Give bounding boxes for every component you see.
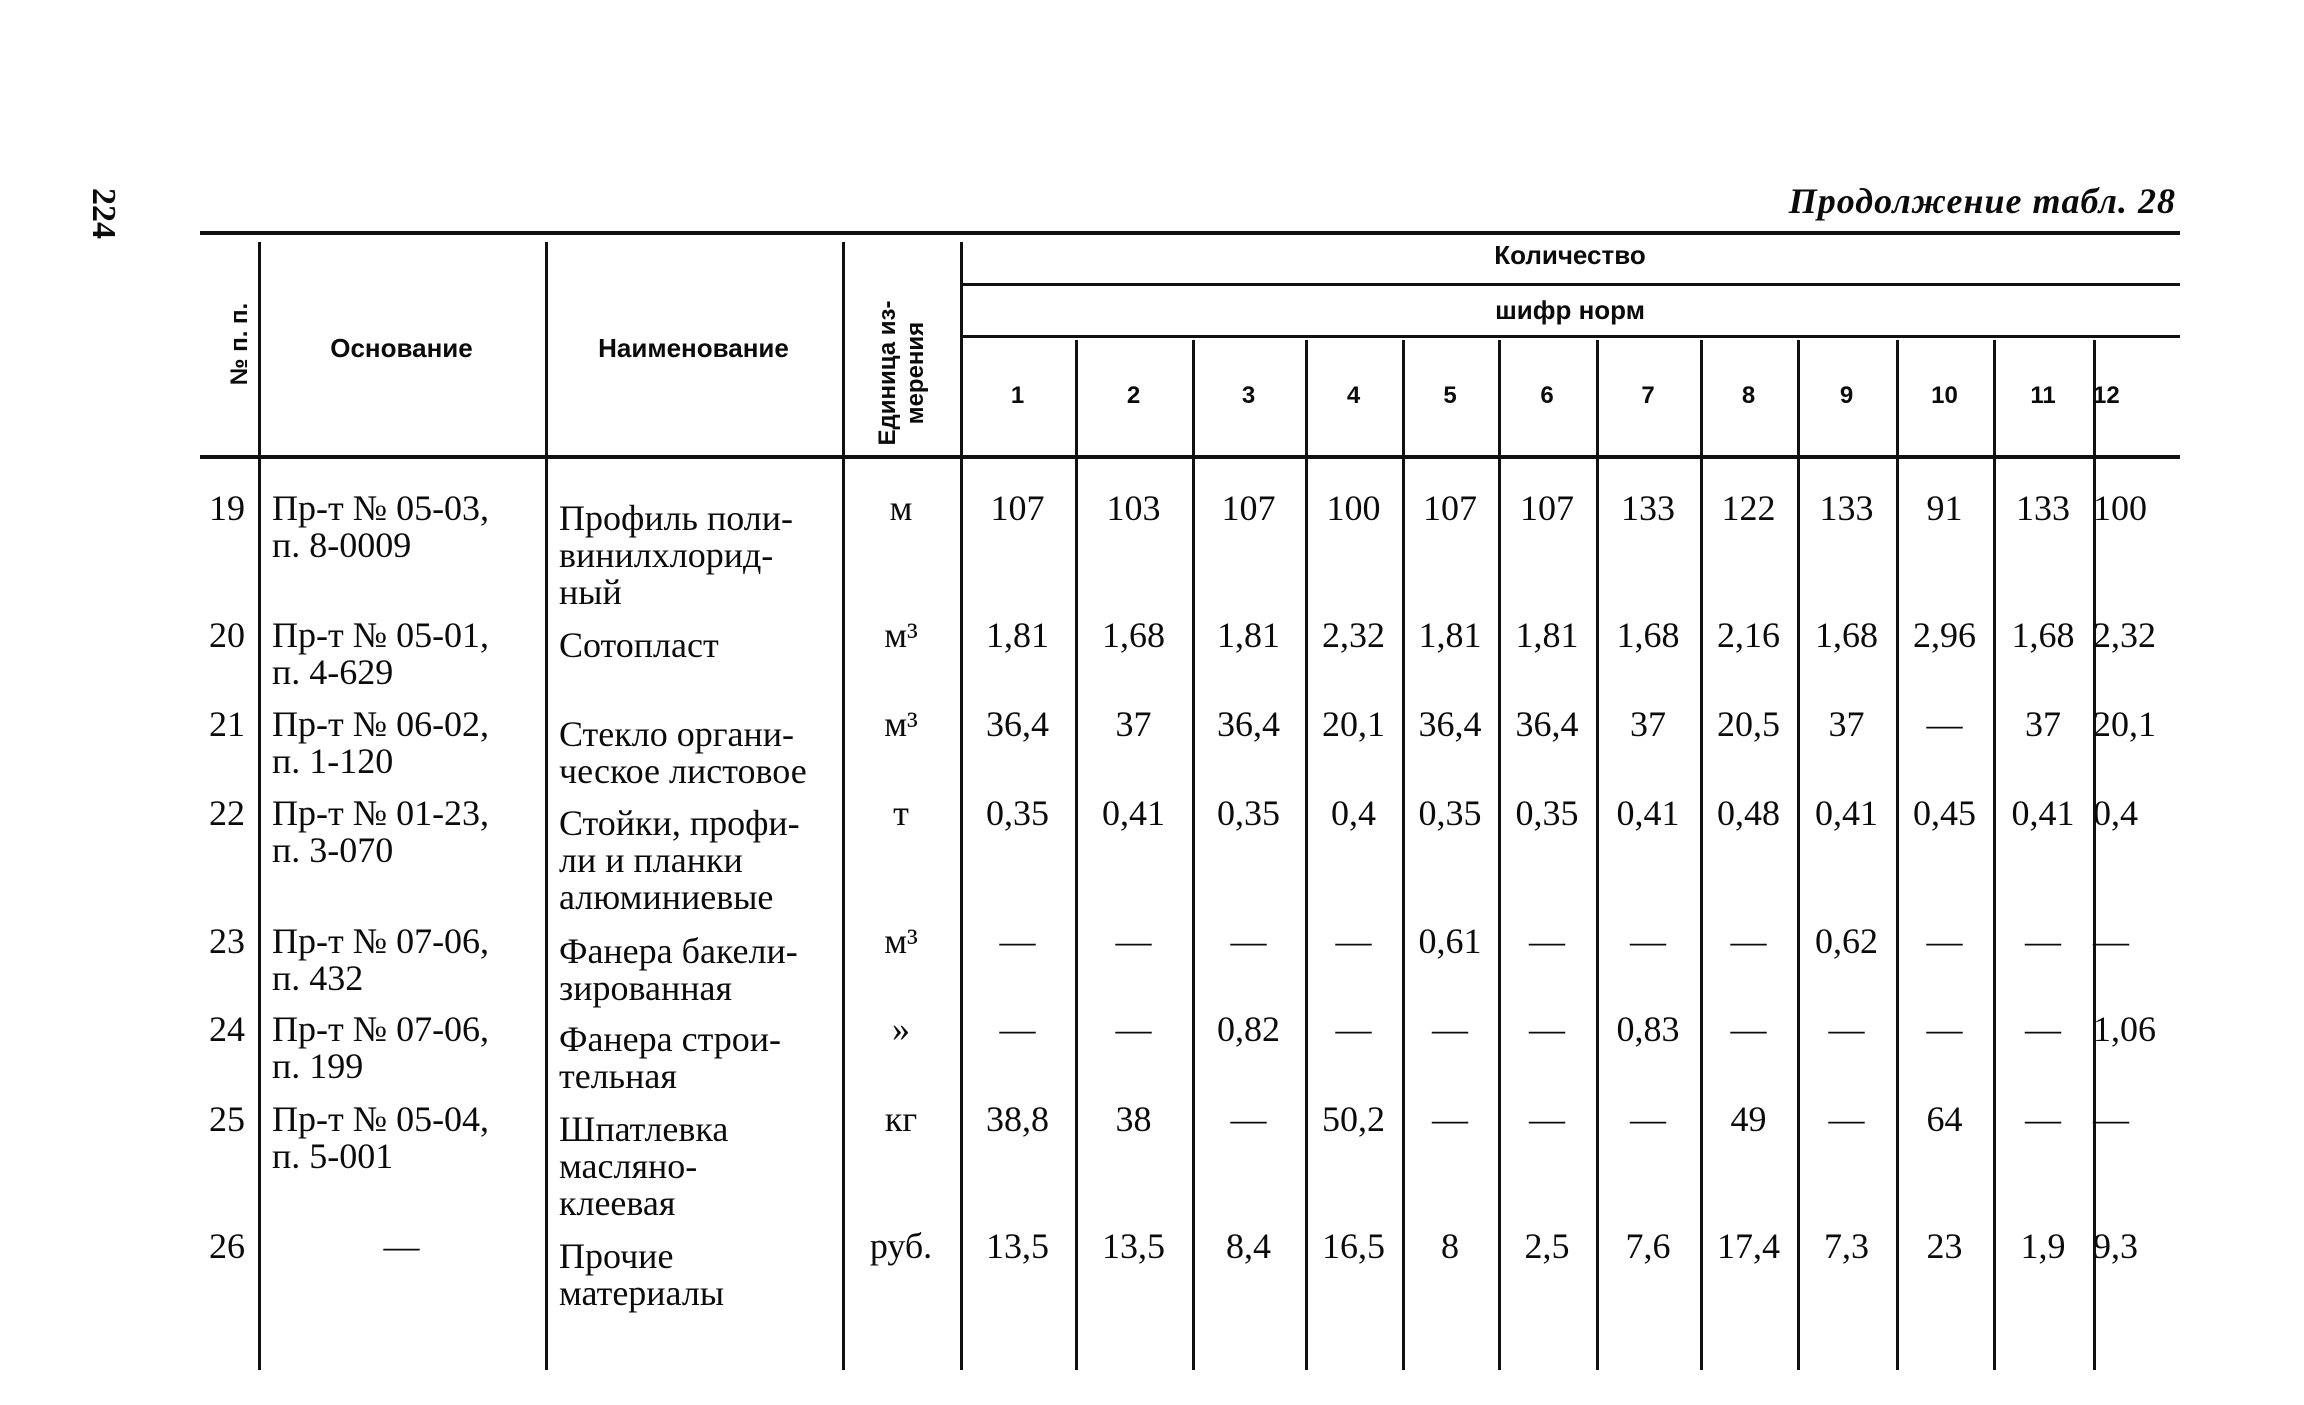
row-basis: Пр-т № 05-03, xyxy=(272,488,490,528)
header-unit: Единица из- мерения xyxy=(874,300,929,446)
row-value: 13,5 xyxy=(1102,1226,1165,1266)
row-value: 133 xyxy=(1819,488,1874,528)
row-value: 49 xyxy=(1730,1099,1767,1139)
row-value: 0,48 xyxy=(1717,793,1780,833)
row-value: 0,41 xyxy=(2011,793,2075,833)
row-name: ный xyxy=(559,572,622,612)
header-column-9: 9 xyxy=(1839,382,1854,409)
row-value: 91 xyxy=(1926,488,1963,528)
row-value: 7,3 xyxy=(1824,1226,1869,1266)
row-value: — xyxy=(1529,1099,1565,1139)
row-value: — xyxy=(2025,1099,2061,1139)
row-value: 107 xyxy=(1221,488,1276,528)
row-name: зированная xyxy=(559,968,733,1008)
row-basis: Пр-т № 05-01, xyxy=(272,615,490,655)
row-name: Профиль поли- xyxy=(559,498,793,538)
header-norm-code: шифр норм xyxy=(1495,295,1645,325)
row-value: — xyxy=(1730,1009,1767,1049)
row-name: Фанера строи- xyxy=(559,1019,782,1059)
header-column-10: 10 xyxy=(1931,382,1958,409)
page-number: 224 xyxy=(85,188,122,239)
row-value: 0,35 xyxy=(1217,793,1280,833)
row-value: 2,16 xyxy=(1717,615,1780,655)
row-value: — xyxy=(1335,921,1372,961)
row-value: 0,41 xyxy=(1815,793,1878,833)
row-name: клеевая xyxy=(559,1183,676,1223)
row-basis: п. 1-120 xyxy=(272,741,394,781)
row-unit: руб. xyxy=(869,1226,933,1266)
row-name: Стойки, профи- xyxy=(559,803,800,843)
table-caption: Продолжение табл. 28 xyxy=(1788,181,2176,221)
row-value: 64 xyxy=(1926,1099,1963,1139)
header-column-2: 2 xyxy=(1126,382,1141,409)
row-number: 25 xyxy=(209,1099,245,1139)
row-value: — xyxy=(999,1009,1036,1049)
row-value: — xyxy=(1529,1009,1565,1049)
header-basis: Основание xyxy=(330,333,473,363)
row-value: 107 xyxy=(1520,488,1574,528)
row-value: 8,4 xyxy=(1226,1226,1271,1266)
row-value: — xyxy=(1828,1099,1865,1139)
row-value: 133 xyxy=(1621,488,1675,528)
row-basis: Пр-т № 01-23, xyxy=(272,793,490,833)
row-name: ческое листовое xyxy=(559,751,807,791)
table-top-rule xyxy=(200,231,2180,235)
row-value: — xyxy=(1730,921,1767,961)
row-value: 1,81 xyxy=(1217,615,1280,655)
row-value: 1,81 xyxy=(1515,615,1579,655)
row-value: 50,2 xyxy=(1322,1099,1385,1139)
row-value: 103 xyxy=(1106,488,1161,528)
row-value: — xyxy=(1115,921,1152,961)
row-value: 37 xyxy=(1630,704,1666,744)
quantity-rule xyxy=(960,283,2180,286)
header-column-8: 8 xyxy=(1741,382,1756,409)
row-value: — xyxy=(2025,921,2061,961)
row-name: материалы xyxy=(559,1273,725,1313)
header-column-5: 5 xyxy=(1443,382,1457,409)
row-unit: кг xyxy=(884,1099,918,1139)
row-basis: Пр-т № 07-06, xyxy=(272,921,490,961)
row-value: — xyxy=(1630,921,1666,961)
row-basis: Пр-т № 05-04, xyxy=(272,1099,490,1139)
row-value: 0,41 xyxy=(1616,793,1680,833)
row-basis: п. 8-0009 xyxy=(272,525,412,565)
row-value: 107 xyxy=(1423,488,1477,528)
row-unit: м³ xyxy=(884,921,918,961)
row-value: 0,83 xyxy=(1616,1009,1680,1049)
row-value: 20,1 xyxy=(1322,704,1385,744)
row-number: 19 xyxy=(209,488,245,528)
row-value: — xyxy=(1432,1009,1468,1049)
row-value: 0,61 xyxy=(1418,921,1482,961)
row-value: 0,4 xyxy=(2093,793,2138,833)
row-value: — xyxy=(1926,1009,1963,1049)
header-bottom-rule xyxy=(200,455,2180,459)
row-value: 1,06 xyxy=(2093,1009,2156,1049)
row-value: 36,4 xyxy=(1418,704,1482,744)
row-value: 9,3 xyxy=(2093,1226,2138,1266)
row-value: 20,1 xyxy=(2093,704,2156,744)
header-column-3: 3 xyxy=(1241,382,1256,409)
row-value: 38 xyxy=(1115,1099,1152,1139)
row-value: 0,35 xyxy=(1515,793,1579,833)
row-number: 20 xyxy=(209,615,245,655)
row-value: — xyxy=(999,921,1036,961)
row-name: Прочие xyxy=(559,1236,674,1276)
row-value: 1,81 xyxy=(986,615,1049,655)
row-name: масляно- xyxy=(559,1146,698,1186)
row-value: 0,62 xyxy=(1815,921,1878,961)
row-value: 0,41 xyxy=(1102,793,1165,833)
row-value: 1,68 xyxy=(1616,615,1680,655)
row-name: Шпатлевка xyxy=(559,1109,729,1149)
row-name: Сотопласт xyxy=(559,625,719,665)
row-basis: п. 199 xyxy=(272,1046,364,1086)
row-name: алюминиевые xyxy=(559,877,774,917)
row-value: 2,96 xyxy=(1913,615,1976,655)
row-value: 8 xyxy=(1441,1226,1459,1266)
row-value: — xyxy=(1630,1099,1666,1139)
row-value: 0,82 xyxy=(1217,1009,1280,1049)
row-value: — xyxy=(1230,921,1267,961)
row-value: — xyxy=(1230,1099,1267,1139)
row-value: 1,68 xyxy=(1102,615,1165,655)
header-column-7: 7 xyxy=(1641,382,1655,409)
row-value: 107 xyxy=(990,488,1045,528)
row-value: — xyxy=(2093,1099,2129,1139)
row-unit: м xyxy=(889,488,913,528)
row-value: 37 xyxy=(1115,704,1152,744)
row-value: 1,9 xyxy=(2020,1226,2066,1266)
row-number: 21 xyxy=(209,704,245,744)
row-value: 13,5 xyxy=(986,1226,1049,1266)
row-value: 2,5 xyxy=(1524,1226,1570,1266)
row-value: — xyxy=(1926,704,1963,744)
row-value: — xyxy=(2093,921,2129,961)
column-divider xyxy=(258,242,261,1370)
header-quantity: Количество xyxy=(1494,240,1646,270)
header-column-6: 6 xyxy=(1540,382,1554,409)
row-value: — xyxy=(1335,1009,1372,1049)
row-basis: Пр-т № 06-02, xyxy=(272,704,490,744)
row-value: 1,68 xyxy=(1815,615,1878,655)
row-value: — xyxy=(1432,1099,1468,1139)
row-value: — xyxy=(2025,1009,2061,1049)
header-column-1: 1 xyxy=(1010,382,1025,409)
row-value: 7,6 xyxy=(1625,1226,1671,1266)
row-name: Стекло органи- xyxy=(559,714,794,754)
row-value: 37 xyxy=(2025,704,2061,744)
row-unit: м³ xyxy=(884,704,918,744)
row-name: Фанера бакели- xyxy=(559,931,798,971)
row-value: — xyxy=(1115,1009,1152,1049)
row-value: 36,4 xyxy=(986,704,1049,744)
row-value: 0,35 xyxy=(1418,793,1482,833)
row-value: 38,8 xyxy=(986,1099,1049,1139)
row-name: тельная xyxy=(559,1056,677,1096)
row-value: 100 xyxy=(2093,488,2147,528)
row-value: 16,5 xyxy=(1322,1226,1385,1266)
row-value: 2,32 xyxy=(1322,615,1385,655)
row-name: винилхлорид- xyxy=(559,535,774,575)
row-basis: Пр-т № 07-06, xyxy=(272,1009,490,1049)
row-basis: п. 5-001 xyxy=(272,1136,394,1176)
header-column-4: 4 xyxy=(1346,382,1361,409)
row-value: 0,35 xyxy=(986,793,1049,833)
row-value: 36,4 xyxy=(1515,704,1579,744)
row-name: ли и планки xyxy=(559,840,743,880)
header-row-number: № п. п. xyxy=(226,302,253,386)
row-unit: т xyxy=(893,793,909,833)
row-number: 22 xyxy=(209,793,245,833)
row-unit: м³ xyxy=(884,615,918,655)
row-value: 37 xyxy=(1828,704,1865,744)
header-column-11: 11 xyxy=(2030,382,2056,409)
header-name: Наименование xyxy=(598,333,789,363)
row-number: 23 xyxy=(209,921,245,961)
row-value: 36,4 xyxy=(1217,704,1280,744)
row-value: 20,5 xyxy=(1717,704,1780,744)
row-value: 1,81 xyxy=(1418,615,1482,655)
header-column-12: 12 xyxy=(2093,382,2120,409)
row-value: 122 xyxy=(1721,488,1776,528)
row-value: — xyxy=(1926,921,1963,961)
row-basis: п. 3-070 xyxy=(272,830,394,870)
row-basis: — xyxy=(383,1226,420,1266)
row-unit: » xyxy=(892,1009,910,1049)
row-number: 24 xyxy=(209,1009,245,1049)
row-value: 17,4 xyxy=(1717,1226,1780,1266)
row-basis: п. 4-629 xyxy=(272,652,394,692)
row-value: 2,32 xyxy=(2093,615,2156,655)
column-divider xyxy=(545,242,548,1370)
row-value: 23 xyxy=(1926,1226,1963,1266)
row-value: 0,4 xyxy=(1331,793,1376,833)
row-value: — xyxy=(1828,1009,1865,1049)
row-value: 133 xyxy=(2016,488,2070,528)
row-basis: п. 432 xyxy=(272,958,364,998)
row-value: 100 xyxy=(1326,488,1381,528)
row-value: — xyxy=(1529,921,1565,961)
row-number: 26 xyxy=(209,1226,245,1266)
norm-code-rule xyxy=(960,335,2180,338)
row-value: 0,45 xyxy=(1913,793,1976,833)
row-value: 1,68 xyxy=(2011,615,2075,655)
